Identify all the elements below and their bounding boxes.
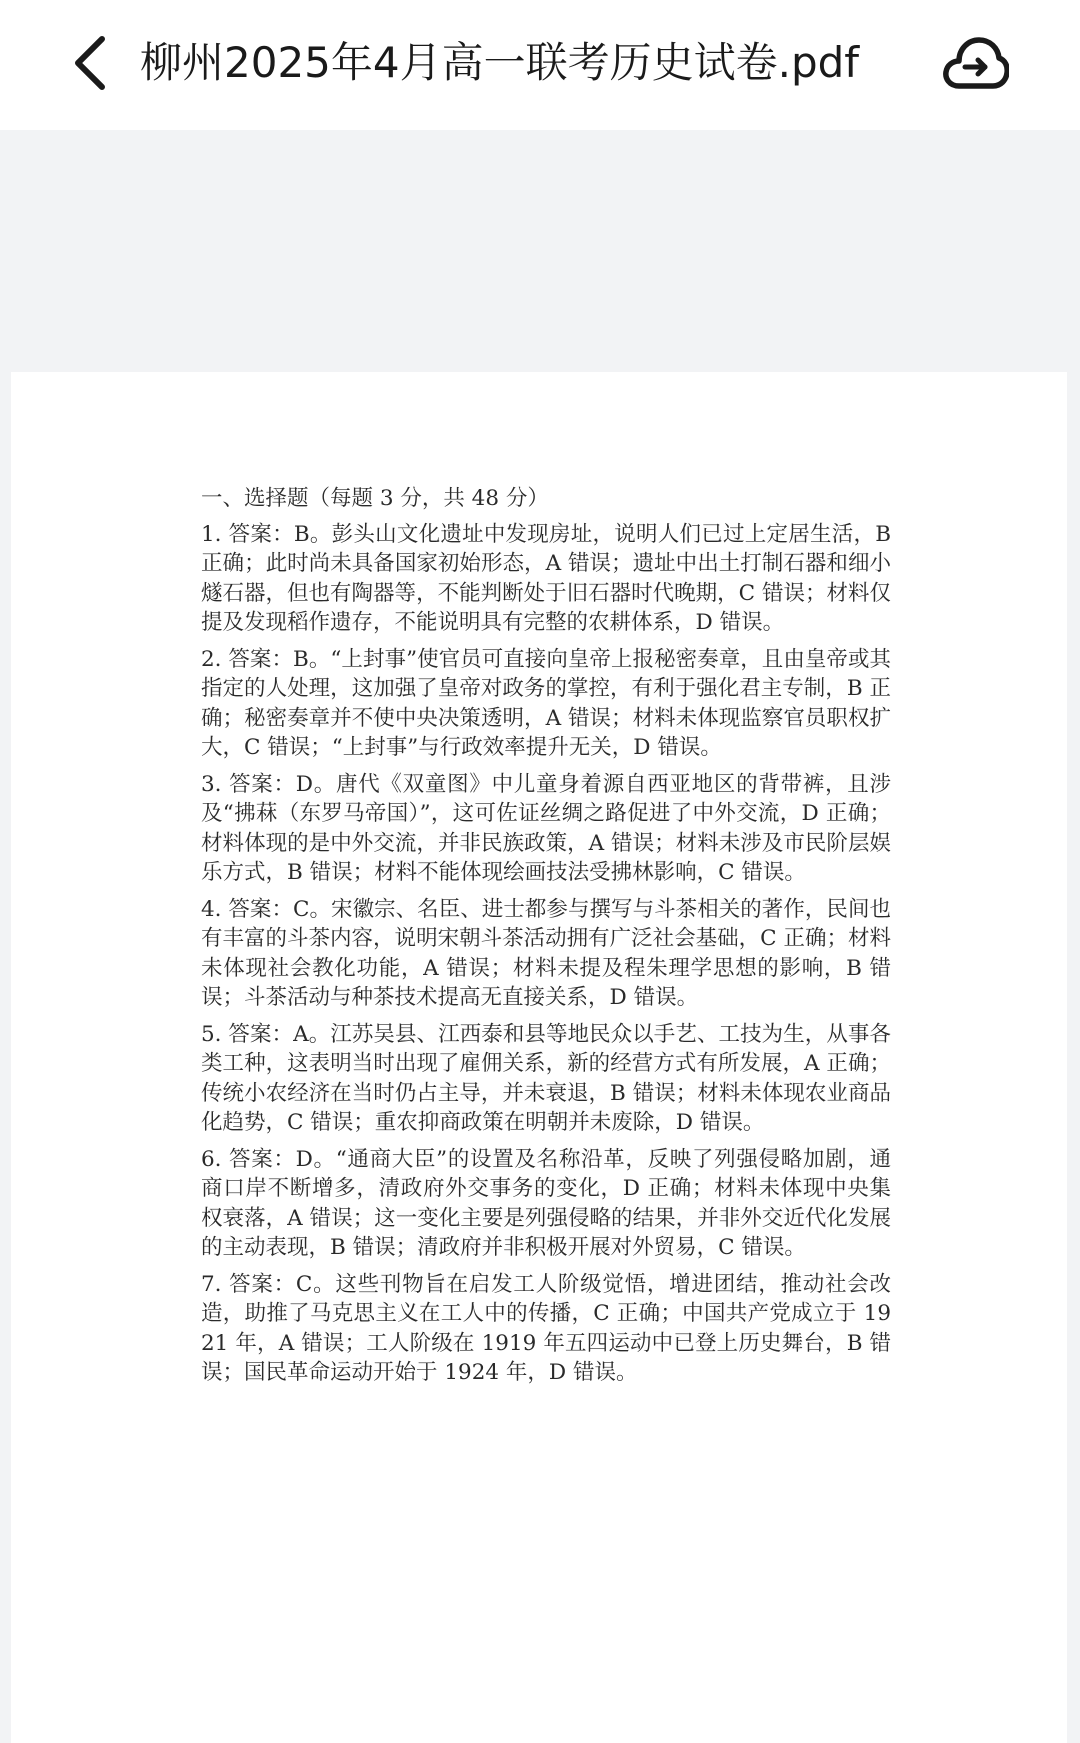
answer-item-5: 5. 答案：A。江苏吴县、江西泰和县等地民众以手艺、工技为生，从事各类工种，这表明当时出现了雇佣关系，新的经营方式有所发展，A 正确；传统小农经济在当时仍占主导，并未衰退，B 错误；材料未体现农业商品化趋势，C 错误；重农抑商政策在明朝并未废除，D 错误。 [201,1021,891,1135]
page-content [201,484,891,1395]
cloud-upload-icon [943,36,1009,92]
document-title: 柳州2025年4月高一联考历史试卷.pdf [140,38,860,87]
top-bar [0,0,1080,130]
answer-item-2: 2. 答案：B。“上封事”使官员可直接向皇帝上报秘密奏章，且由皇帝或其指定的人处理，这加强了皇帝对政务的掌控，有利于强化君主专制，B 正确；秘密奏章并不使中央决策透明，A 错误；材料未体现监察官员职权扩大，C 错误；“上封事”与行政效率提升无关，D 错误。 [201,646,891,760]
cloud-upload-button[interactable] [940,28,1012,100]
section-heading: 一、选择题（每题 3 分，共 48 分） [201,486,549,511]
chevron-left-icon [70,33,110,93]
answer-item-1: 1. 答案：B。彭头山文化遗址中发现房址，说明人们已过上定居生活，B 正确；此时尚未具备国家初始形态，A 错误；遗址中出土打制石器和细小燧石器，但也有陶器等，不能判断处于旧石器时代晚期，C 错误；材料仅提及发现稻作遗存，不能说明具有完整的农耕体系，D 错误。 [201,521,891,635]
answer-item-7: 7. 答案：C。这些刊物旨在启发工人阶级觉悟，增进团结，推动社会改造，助推了马克思主义在工人中的传播，C 正确；中国共产党成立于 1921 年，A 错误；工人阶级在 1919 年五四运动中已登上历史舞台，B 错误；国民革命运动开始于 1924 年，D 错误。 [201,1271,891,1385]
answer-item-6: 6. 答案：D。“通商大臣”的设置及名称沿革，反映了列强侵略加剧，通商口岸不断增多，清政府外交事务的变化，D 正确；材料未体现中央集权衰落，A 错误；这一变化主要是列强侵略的结果，并非外交近代化发展的主动表现，B 错误；清政府并非积极开展对外贸易，C 错误。 [201,1146,891,1260]
pdf-page[interactable] [11,372,1067,1743]
answer-item-4: 4. 答案：C。宋徽宗、名臣、进士都参与撰写与斗茶相关的著作，民间也有丰富的斗茶内容，说明宋朝斗茶活动拥有广泛社会基础，C 正确；材料未体现社会教化功能，A 错误；材料未提及程朱理学思想的影响，B 错误；斗茶活动与种茶技术提高无直接关系，D 错误。 [201,896,891,1010]
back-button[interactable] [60,28,120,98]
answer-item-3: 3. 答案：D。唐代《双童图》中儿童身着源自西亚地区的背带裤，且涉及“拂菻（东罗马帝国）”，这可佐证丝绸之路促进了中外交流，D 正确；材料体现的是中外交流，并非民族政策，A 错误；材料未涉及市民阶层娱乐方式，B 错误；材料不能体现绘画技法受拂林影响，C 错误。 [201,771,891,885]
